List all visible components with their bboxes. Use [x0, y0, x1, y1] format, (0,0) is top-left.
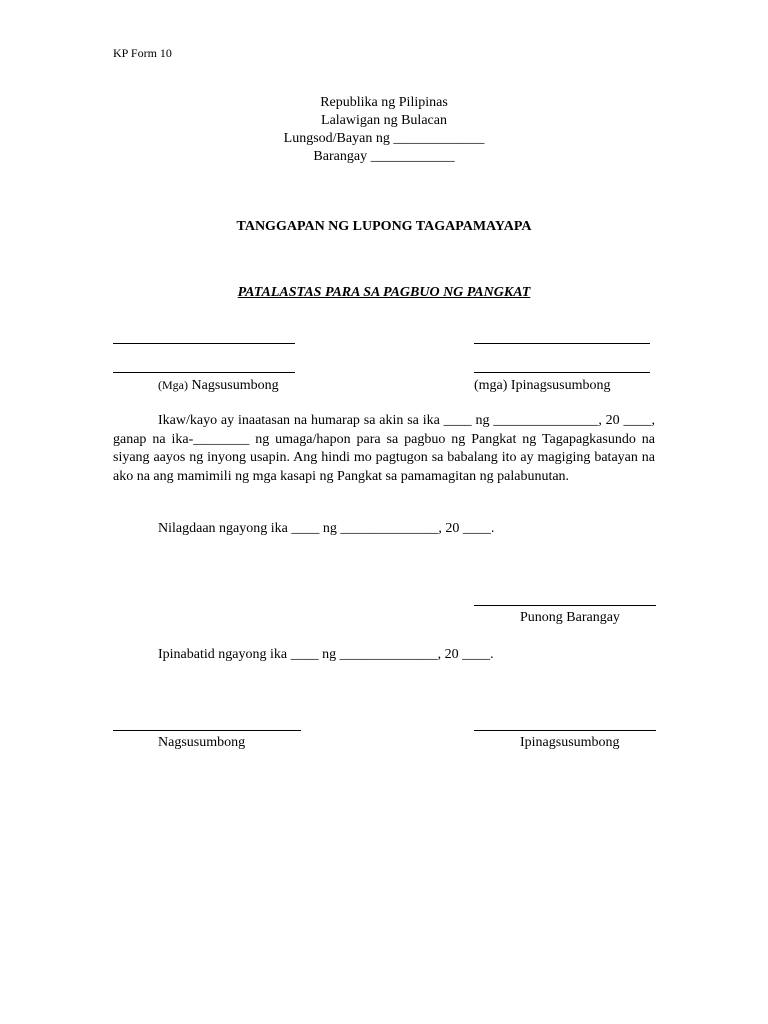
complainant-blank-line-1 [113, 343, 295, 344]
complainant-label-text: Nagsusumbong [191, 378, 279, 393]
respondent-blank-line-2 [474, 372, 650, 373]
respondent-signature-line [474, 730, 656, 731]
form-code: KP Form 10 [113, 46, 172, 60]
header-barangay: Barangay ____________ [313, 149, 455, 164]
notified-date-line: Ipinabatid ngayong ika ____ ng ______________, 20 ____. [158, 647, 494, 662]
body-paragraph: Ikaw/kayo ay inaatasan na humarap sa akin sa ika ____ ng _______________, 20 ____, ganap na ika-________ ng umaga/hapon para sa pagbuo ng Pangkat ng Tagapagkasundo na siyang aayos ng inyong usapin. Ang hindi mo pagtugon sa babalang ito ay magiging batayan na ako na ang mamimili ng mga kasapi ng Pangkat sa pamamagitan ng palabunutan. [113, 413, 655, 484]
header-province: Lalawigan ng Bulacan [321, 113, 447, 128]
respondent-signature-label: Ipinagsusumbong [520, 735, 620, 750]
complainant-blank-line-2 [113, 372, 295, 373]
header-city: Lungsod/Bayan ng _____________ [283, 131, 485, 146]
signed-date-line: Nilagdaan ngayong ika ____ ng ______________, 20 ____. [158, 521, 495, 536]
complainant-prefix: (Mga) [158, 378, 188, 392]
punong-barangay-signature-line [474, 605, 656, 606]
punong-barangay-label: Punong Barangay [520, 610, 620, 625]
respondent-blank-line-1 [474, 343, 650, 344]
respondent-label: (mga) Ipinagsusumbong [474, 378, 611, 393]
document-title: PATALASTAS PARA SA PAGBUO NG PANGKAT [237, 285, 531, 300]
office-title: TANGGAPAN NG LUPONG TAGAPAMAYAPA [236, 219, 532, 234]
complainant-label [158, 377, 279, 394]
complainant-signature-line [113, 730, 301, 731]
complainant-signature-label: Nagsusumbong [158, 735, 246, 750]
header-republic: Republika ng Pilipinas [320, 95, 448, 110]
